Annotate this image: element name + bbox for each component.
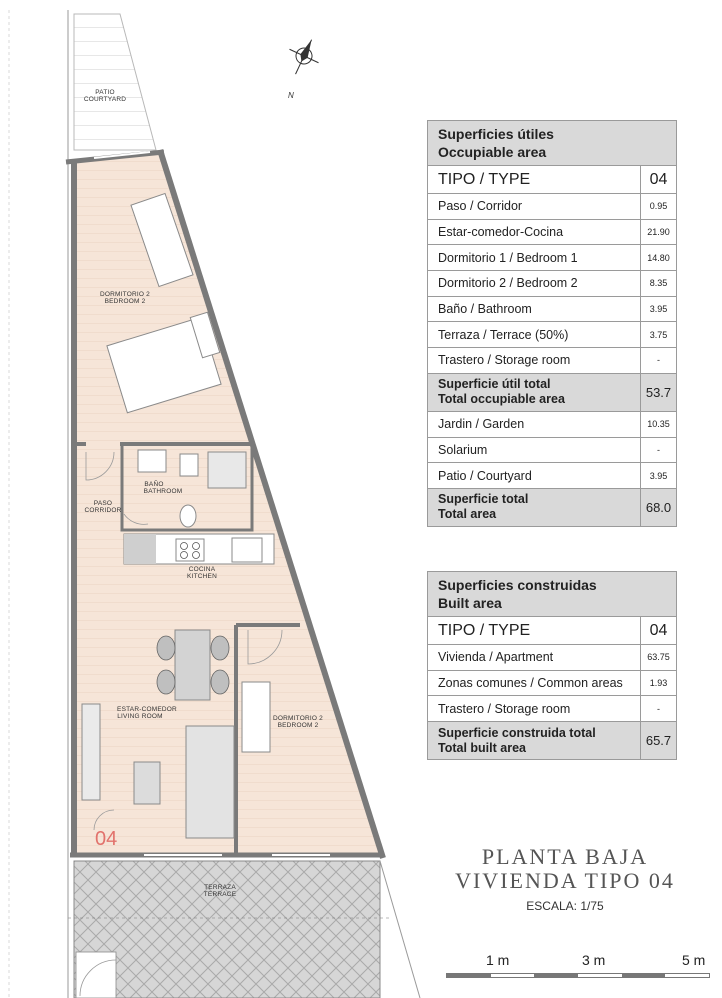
chair	[157, 636, 175, 660]
area-row-value: 10.35	[641, 411, 677, 437]
area-row-value: 3.75	[641, 322, 677, 348]
occupiable-title	[428, 121, 677, 166]
type-label: TIPO / TYPE	[428, 166, 641, 194]
area-row-value: 63.75	[641, 645, 677, 671]
north-label: N	[288, 91, 294, 100]
patio-label-en: COURTYARD	[83, 96, 127, 103]
occupiable-total-row-label-en: Total area	[438, 507, 497, 522]
occupiable-subtotal-row	[428, 373, 677, 411]
room-label-kitchen-es: COCINA	[188, 566, 216, 573]
area-row-value: 0.95	[641, 194, 677, 220]
terrace-area	[74, 861, 380, 998]
built-total-row-label-es: Superficie construida total	[438, 725, 596, 740]
sofa	[186, 726, 234, 838]
area-row-label: Trastero / Storage room	[428, 696, 641, 722]
area-row	[428, 645, 677, 671]
room-label-bath-es: BAÑO	[144, 481, 164, 488]
room-label-bedroom-top-es: DORMITORIO 2	[100, 291, 150, 298]
title-block	[440, 845, 690, 913]
area-row-value: 1.93	[641, 670, 677, 696]
tv-unit	[82, 704, 100, 800]
dining-table	[175, 630, 210, 700]
area-row	[428, 348, 677, 374]
area-row-label: Trastero / Storage room	[428, 348, 641, 374]
room-label-kitchen-en: KITCHEN	[187, 573, 217, 580]
north-arrow-icon	[281, 33, 326, 81]
bath-sink	[138, 450, 166, 472]
built-title	[428, 572, 677, 617]
area-row	[428, 437, 677, 463]
kitchen-counter-dark	[124, 534, 156, 564]
area-row-value: -	[641, 348, 677, 374]
area-row-label: Jardin / Garden	[428, 411, 641, 437]
area-row-label: Paso / Corridor	[428, 194, 641, 220]
occupiable-total-row-value: 68.0	[641, 488, 677, 526]
area-row	[428, 271, 677, 297]
type-label: TIPO / TYPE	[428, 617, 641, 645]
area-row	[428, 296, 677, 322]
title-floor: PLANTA BAJA	[481, 844, 649, 869]
area-row-label: Vivienda / Apartment	[428, 645, 641, 671]
room-label-bedroom-bottom-es: DORMITORIO 2	[273, 715, 323, 722]
built-total-row-label-en: Total built area	[438, 740, 526, 755]
occupiable-total-row	[428, 488, 677, 526]
area-row-label: Dormitorio 1 / Bedroom 1	[428, 245, 641, 271]
toilet	[180, 505, 196, 527]
patio-area	[74, 14, 156, 150]
area-row	[428, 322, 677, 348]
built-total-row-value: 65.7	[641, 722, 677, 760]
area-row	[428, 219, 677, 245]
area-row-label: Patio / Courtyard	[428, 463, 641, 489]
type-value: 04	[641, 166, 677, 194]
scale-bar-graphic	[446, 973, 710, 978]
occupiable-subtotal-row-label	[428, 373, 641, 411]
area-row-value: 21.90	[641, 219, 677, 245]
area-row-label: Baño / Bathroom	[428, 296, 641, 322]
scale-label-5m: 5 m	[682, 952, 706, 968]
area-row-label: Estar-comedor-Cocina	[428, 219, 641, 245]
chair	[157, 670, 175, 694]
title-unit-type: VIVIENDA TIPO 04	[455, 868, 675, 893]
area-row-value: 8.35	[641, 271, 677, 297]
terrace-label-es: TERRAZA	[204, 884, 236, 891]
room-label-living-es: ESTAR-COMEDOR	[117, 706, 177, 713]
occupiable-subtotal-row-label-es: Superficie útil total	[438, 377, 551, 392]
occupiable-title-en: Occupiable area	[438, 144, 547, 160]
room-label-corridor-en: CORRIDOR	[84, 507, 122, 514]
area-row	[428, 463, 677, 489]
occupiable-total-row-label-es: Superficie total	[438, 492, 529, 507]
patio-label-es: PATIO	[95, 89, 115, 96]
terrace-boundary-right	[380, 861, 420, 998]
hob	[176, 539, 204, 561]
terrace-label-en: TERRACE	[203, 891, 237, 898]
built-total-row	[428, 722, 677, 760]
room-label-bedroom-top-en: BEDROOM 2	[104, 298, 146, 305]
area-row	[428, 194, 677, 220]
area-row	[428, 696, 677, 722]
bath-cabinet	[180, 454, 198, 476]
title-scale: ESCALA: 1/75	[526, 899, 604, 913]
scale-label-1m: 1 m	[486, 952, 510, 968]
area-row	[428, 245, 677, 271]
occupiable-title-es: Superficies útiles	[438, 126, 554, 142]
room-label-bedroom-bottom-en: BEDROOM 2	[277, 722, 319, 729]
area-row	[428, 411, 677, 437]
built-title-es: Superficies construidas	[438, 577, 597, 593]
area-row-label: Terraza / Terrace (50%)	[428, 322, 641, 348]
kitchen-sink	[232, 538, 262, 562]
occupiable-subtotal-row-label-en: Total occupiable area	[438, 392, 565, 407]
area-row-value: 3.95	[641, 296, 677, 322]
room-label-living-en: LIVING ROOM	[117, 713, 163, 720]
bedroom-wardrobe	[242, 682, 270, 752]
area-row-label: Solarium	[428, 437, 641, 463]
room-label-corridor-es: PASO	[93, 500, 113, 507]
built-title-en: Built area	[438, 595, 502, 611]
occupiable-total-row-label	[428, 488, 641, 526]
chair	[211, 670, 229, 694]
area-row	[428, 670, 677, 696]
area-row-label: Zonas comunes / Common areas	[428, 670, 641, 696]
chair	[211, 636, 229, 660]
room-label-bath-en: BATHROOM	[143, 488, 183, 495]
bath-shower	[208, 452, 246, 488]
area-row-value: 14.80	[641, 245, 677, 271]
built-area-table	[427, 571, 677, 760]
scale-bar	[446, 952, 710, 982]
area-row-value: -	[641, 437, 677, 463]
terrace-gate	[76, 952, 116, 998]
area-row-label: Dormitorio 2 / Bedroom 2	[428, 271, 641, 297]
unit-number: 04	[95, 828, 118, 850]
scale-label-3m: 3 m	[582, 952, 606, 968]
area-row-value: -	[641, 696, 677, 722]
built-total-row-label	[428, 722, 641, 760]
coffee-table	[134, 762, 160, 804]
area-row-value: 3.95	[641, 463, 677, 489]
occupiable-area-table	[427, 120, 677, 527]
type-value: 04	[641, 617, 677, 645]
occupiable-subtotal-row-value: 53.7	[641, 373, 677, 411]
